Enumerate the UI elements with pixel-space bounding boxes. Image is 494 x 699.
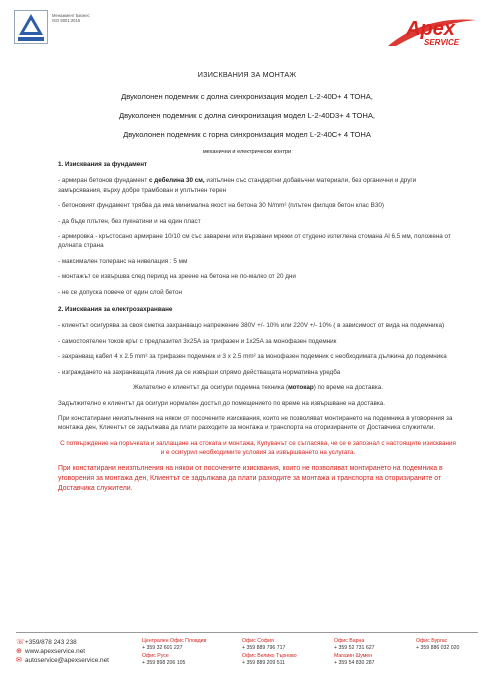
- foundation-p4: - армировка - кръстосано армиране 10/10 см със заварени или вързвани мрежи от студено изтеглена стомана Al 6.5 мм, положена от долната страна: [58, 233, 451, 250]
- certification-badge: [14, 10, 109, 44]
- model-line-3: Двуколонен подемник с горна синхронизация модел L-2-40C+ 4 ТОНА: [123, 130, 371, 139]
- footer-divider: [16, 632, 478, 633]
- power-p5: Желателно е клиентът да осигури подемна техника (мотокар) по време на доставка.: [132, 384, 383, 392]
- footer-email[interactable]: autoservice@apexservice.net: [25, 657, 109, 664]
- power-p2: - самостоятелен токов кръг с предпазител 3x25A за трифазен и 1x25A за монофазен подемник: [58, 337, 337, 345]
- logo-sub-text: SERVICE: [424, 38, 460, 47]
- model-line-1: Двуколонен подемник с долна синхронизация модел L-2-40D+ 4 ТОНА,: [121, 92, 373, 101]
- office-sofia: Офис София + 359 889 796 717: [242, 638, 286, 651]
- foundation-p1: - армиран бетонов фундамент с дебелина 30 см, изпълнен със стандартни добавъчни материали, без органични и други замърсявания, върху добре трамбован и уплътнен терен: [58, 177, 417, 194]
- section-heading-power: 2. Изисквания за електрозахранване: [58, 306, 173, 314]
- foundation-p2: - бетоновият фундамент трябва да има минимална якост на бетона 30 N/mm² (плътен филцов бетон клас В30): [58, 202, 384, 210]
- footer-phone-row: [16, 638, 109, 647]
- red-notice-2: При констатирани неизпълнения на някои от посочените изисквания, които не позволяват монтирането на подемника в уговорения за монтажа ден, Клиентът се задължава да плати разходите за монтажа и транспорта на оторизираните от Доставчика служители.: [58, 464, 443, 492]
- model-line-2: Двуколонен подемник с долна синхронизация модел L-2-40D3+ 4 ТОНА,: [118, 111, 376, 120]
- mail-icon: ✉: [16, 657, 22, 664]
- foundation-p3: - да бъде плътен, без пукнатини и на един пласт: [58, 217, 201, 225]
- office-ruse: Офис Русе + 359 898 206 105: [142, 653, 186, 666]
- globe-icon: ⊕: [16, 648, 22, 655]
- page-title: ИЗИСКВАНИЯ ЗА МОНТАЖ: [197, 70, 297, 79]
- power-p7: При констатирани неизпълнения на някои от посочените изисквания, които не позволяват монтирането на подемника в уговорения за монтажа ден, Клиентът се задължава да плати разходите за монтажа и транспорта на оторизираните от Доставчика служители.: [58, 414, 453, 432]
- title-subtitle: механични и електрически контри: [202, 149, 292, 155]
- power-p4: - изграждането на захранващата линия да се извърши спрямо действащата нормативна уредба: [58, 368, 341, 376]
- footer-phone[interactable]: +359/878 243 238: [25, 639, 77, 646]
- foundation-p7: - не се допуска повече от един слой бетон: [58, 288, 183, 296]
- power-p3: - захранващ кабел 4 x 2.5 mm² за трифазен подемник и 3 x 2.5 mm² за монофазен подемник с необходимата дължина до подемника: [58, 353, 447, 361]
- footer-website[interactable]: www.apexservice.net: [25, 648, 86, 655]
- certification-text: Менажмент Бизнес ISO 9001:2015: [52, 13, 90, 24]
- foundation-p6: - монтажът се извършва след период на зреене на бетона не по-малко от 20 дни: [58, 273, 296, 281]
- office-plovdiv: Централен Офис Пловдив + 359 32 601 227: [142, 638, 207, 651]
- office-varna: Офис Варна + 359 52 731 627: [334, 638, 375, 651]
- footer: [16, 634, 486, 694]
- footer-web-row: [16, 647, 109, 656]
- logo-main-text: Apex: [406, 18, 455, 40]
- footer-mail-row: [16, 656, 109, 665]
- power-p6: Задължително е клиентът да осигури нормален достъп до помещението по време на извършване на доставка.: [58, 399, 385, 407]
- office-burgas: Офис Бургас + 359 886 032 020: [416, 638, 460, 651]
- phone-icon: ☏: [16, 639, 25, 646]
- title-block: [40, 70, 454, 155]
- section-heading-foundation: 1. Изисквания за фундамент: [58, 161, 148, 168]
- document-body: [58, 160, 458, 500]
- foundation-p5: - максимален толеранс на нивелация : 5 мм: [58, 257, 188, 265]
- footer-contacts: [16, 638, 109, 665]
- store-shumen: Магазин Шумен + 359 54 830 287: [334, 653, 375, 666]
- office-veliko-tarnovo: Офис Велико Търново + 359 889 209 511: [242, 653, 297, 666]
- power-p1: - клиентът осигурява за своя сметка захранващо напрежение 380V +/- 10% или 220V +/- 10% ( в зависимост от вида на подемника): [58, 322, 445, 330]
- apex-service-logo: [384, 10, 480, 50]
- red-notice-1: С потвърждение на поръчката и заплащане на стоката и монтажа, Купувачът се съгласява, че се е запознал с настоящите изисквания и е осигурил необходимите условия за извършването на услугата.: [60, 439, 456, 457]
- certification-icon: [14, 10, 48, 44]
